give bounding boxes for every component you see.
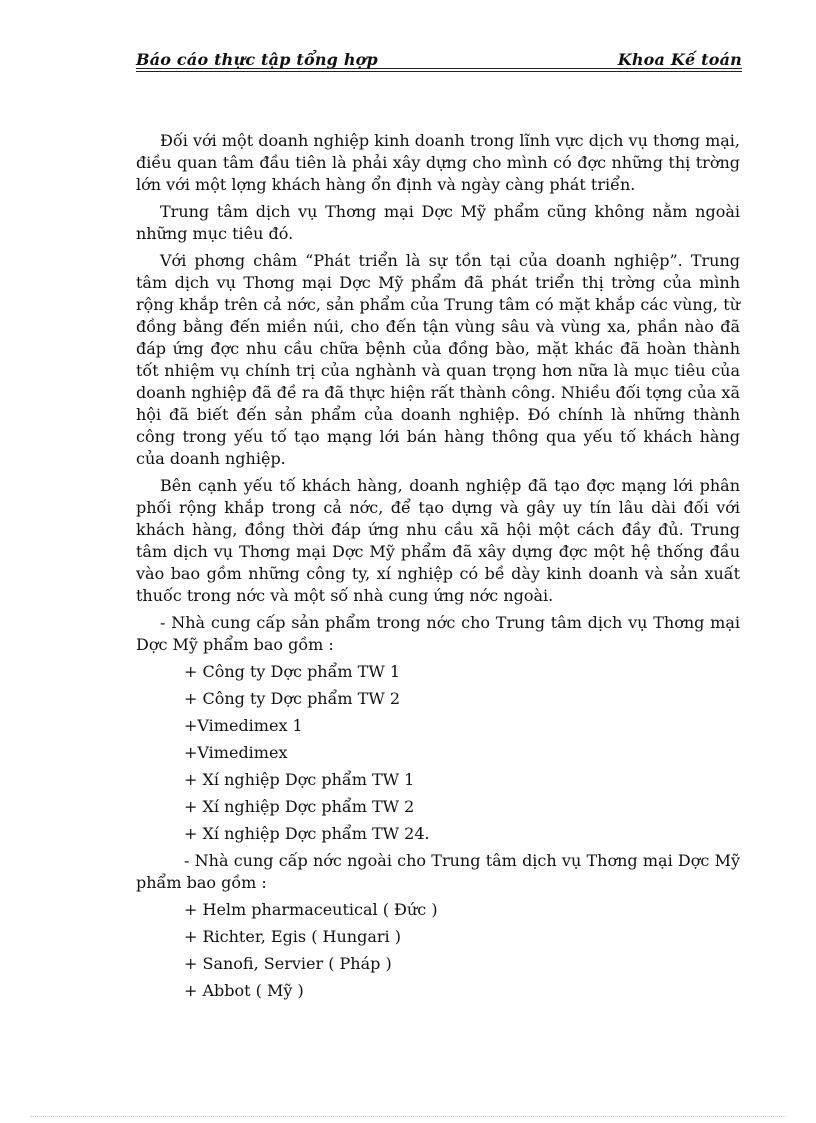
header-rule-top	[136, 68, 742, 69]
list-item-foreign: + Sanofi, Servier ( Pháp )	[184, 954, 392, 973]
list-item-domestic: + Công ty Dợc phẩm TW 1	[184, 662, 401, 681]
list-item-domestic: + Công ty Dợc phẩm TW 2	[184, 689, 401, 708]
header-rule-bottom	[136, 71, 742, 72]
list-item-domestic: +Vimedimex 1	[184, 716, 303, 735]
page-header	[136, 50, 742, 70]
list-item-foreign: + Richter, Egis ( Hungari )	[184, 927, 401, 946]
paragraph-foreign-suppliers: - Nhà cung cấp nớc ngoài cho Trung tâm dịch vụ Thơng mại Dợc Mỹ phẩm bao gồm :	[136, 851, 740, 892]
paragraph-motto: Với phơng châm “Phát triển là sự tồn tại của doanh nghiệp”. Trung tâm dịch vụ Thơng mại Dợc Mỹ phẩm đã phát triển thị trờng của mình rộng khắp trên cả nớc, sản phẩm của Trung tâm có mặt khắp các vùng, từ đồng bằng đến miền núi, cho đến tận vùng sâu và vùng xa, phần nào đã đáp ứng đợc nhu cầu chữa bệnh của đồng bào, mặt khác đã hoàn thành tốt nhiệm vụ chính trị của nghành và quan trọng hơn nữa là mục tiêu của doanh nghiệp đã đề ra đã thực hiện rất thành công. Nhiều đối tợng của xã hội đã biết đến sản phẩm của doanh nghiệp. Đó chính là những thành công trong yếu tố tạo mạng lới bán hàng thông qua yếu tố khách hàng của doanh nghiệp.	[136, 251, 740, 468]
list-item-domestic: + Xí nghiệp Dợc phẩm TW 2	[184, 797, 415, 816]
paragraph-domestic-suppliers: - Nhà cung cấp sản phẩm trong nớc cho Trung tâm dịch vụ Thơng mại Dợc Mỹ phẩm bao gồm :	[136, 613, 740, 654]
document-body	[136, 130, 740, 1007]
list-item-domestic: +Vimedimex	[184, 743, 288, 762]
paragraph-goals: Trung tâm dịch vụ Thơng mại Dợc Mỹ phẩm cũng không nằm ngoài những mục tiêu đó.	[136, 202, 740, 243]
list-item-foreign: + Abbot ( Mỹ )	[184, 981, 304, 1000]
page-bottom-border	[30, 1116, 786, 1117]
paragraph-intro: Đối với một doanh nghiệp kinh doanh trong lĩnh vực dịch vụ thơng mại, điều quan tâm đầu tiên là phải xây dựng cho mình có đợc những thị trờng lớn với một lợng khách hàng ổn định và ngày càng phát triển.	[136, 131, 740, 194]
list-item-domestic: + Xí nghiệp Dợc phẩm TW 1	[184, 770, 415, 789]
list-item-domestic: + Xí nghiệp Dợc phẩm TW 24.	[184, 824, 430, 843]
paragraph-distribution: Bên cạnh yếu tố khách hàng, doanh nghiệp đã tạo đợc mạng lới phân phối rộng khắp trong cả nớc, để tạo dựng và gây uy tín lâu dài đối với khách hàng, đồng thời đáp ứng nhu cầu xã hội một cách đầy đủ. Trung tâm dịch vụ Thơng mại Dợc Mỹ phẩm đã xây dựng đợc một hệ thống đầu vào bao gồm những công ty, xí nghiệp có bề dày kinh doanh và sản xuất thuốc trong nớc và một số nhà cung ứng nớc ngoài.	[136, 476, 740, 605]
header-department: Khoa Kế toán	[617, 50, 742, 69]
header-report-title: Báo cáo thực tập tổng hợp	[136, 50, 378, 69]
list-item-foreign: + Helm pharmaceutical ( Đức )	[184, 900, 438, 919]
